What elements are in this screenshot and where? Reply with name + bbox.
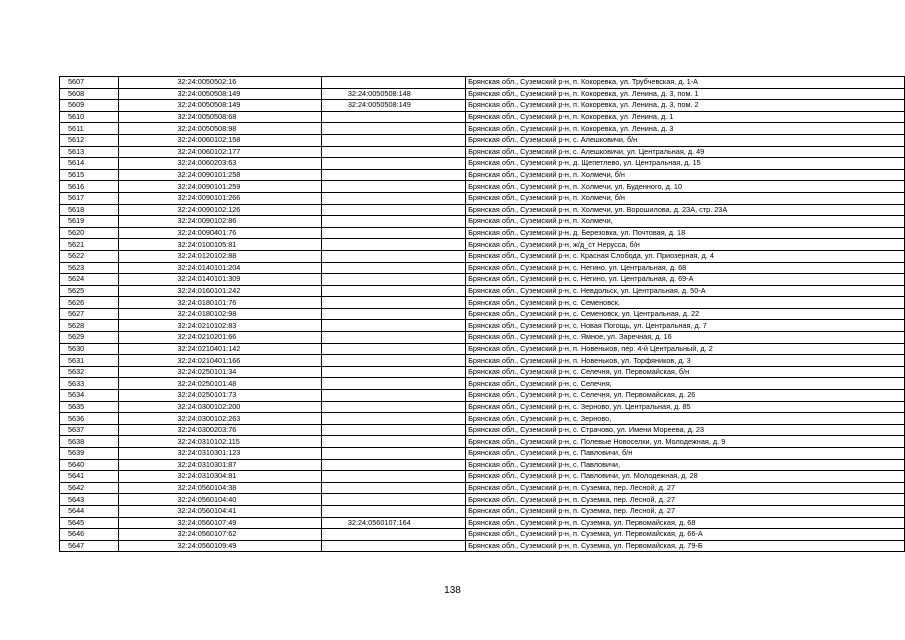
address-cell: Брянская обл., Суземский р-н, ж/д_ст Нерусса, б/н [466, 239, 905, 251]
row-number-cell: 5607 [60, 77, 119, 89]
cadastral-number-cell: 32:24:0310304:81 [119, 471, 321, 483]
address-cell: Брянская обл., Суземский р-н, п. Суземка, ул. Первомайская, д. 68 [466, 517, 905, 529]
registry-table-body [60, 77, 905, 552]
table-row [60, 77, 905, 89]
related-cadastral-number-cell [321, 529, 465, 541]
related-cadastral-number-cell [321, 158, 465, 170]
address-cell: Брянская обл., Суземский р-н, п. Суземка, ул. Первомайская, д. 66-А [466, 529, 905, 541]
row-number-cell: 5634 [60, 390, 119, 402]
related-cadastral-number-cell [321, 134, 465, 146]
related-cadastral-number-cell [321, 378, 465, 390]
table-row [60, 204, 905, 216]
related-cadastral-number-cell [321, 355, 465, 367]
address-cell: Брянская обл., Суземский р-н, п. Холмечи, б/н [466, 192, 905, 204]
address-cell: Брянская обл., Суземский р-н, с. Зерново, [466, 413, 905, 425]
cadastral-number-cell: 32:24:0060102:177 [119, 146, 321, 158]
table-row [60, 471, 905, 483]
cadastral-number-cell: 32:24:0060102:158 [119, 134, 321, 146]
related-cadastral-number-cell [321, 262, 465, 274]
cadastral-number-cell: 32:24:0140101:309 [119, 274, 321, 286]
related-cadastral-number-cell [321, 505, 465, 517]
address-cell: Брянская обл., Суземский р-н, п. Новеньков, ул. Торфяников, д. 3 [466, 355, 905, 367]
row-number-cell: 5637 [60, 424, 119, 436]
row-number-cell: 5612 [60, 134, 119, 146]
cadastral-number-cell: 32:24:0050502:16 [119, 77, 321, 89]
address-cell: Брянская обл., Суземский р-н, п. Кокоревка, ул. Ленина, д. 3, пом. 2 [466, 100, 905, 112]
table-row [60, 459, 905, 471]
related-cadastral-number-cell: 32:24:0050508:148 [321, 88, 465, 100]
table-row [60, 540, 905, 552]
related-cadastral-number-cell: 32:24:0050508:149 [321, 100, 465, 112]
table-row [60, 494, 905, 506]
table-row [60, 529, 905, 541]
cadastral-number-cell: 32:24:0120102:88 [119, 250, 321, 262]
cadastral-number-cell: 32:24:0300102:200 [119, 401, 321, 413]
address-cell: Брянская обл., Суземский р-н, п. Суземка, пер. Лесной, д. 27 [466, 494, 905, 506]
cadastral-number-cell: 32:24:0090102:126 [119, 204, 321, 216]
cadastral-number-cell: 32:24:0210401:142 [119, 343, 321, 355]
related-cadastral-number-cell [321, 482, 465, 494]
related-cadastral-number-cell [321, 332, 465, 344]
cadastral-number-cell: 32:24:0560107:49 [119, 517, 321, 529]
row-number-cell: 5615 [60, 169, 119, 181]
table-row [60, 482, 905, 494]
row-number-cell: 5628 [60, 320, 119, 332]
row-number-cell: 5616 [60, 181, 119, 193]
address-cell: Брянская обл., Суземский р-н, с. Полевые Новоселки, ул. Молодежная, д. 9 [466, 436, 905, 448]
row-number-cell: 5638 [60, 436, 119, 448]
related-cadastral-number-cell [321, 274, 465, 286]
address-cell: Брянская обл., Суземский р-н, с. Негино, ул. Центральная, д. 68 [466, 262, 905, 274]
row-number-cell: 5611 [60, 123, 119, 135]
table-row [60, 424, 905, 436]
table-row [60, 366, 905, 378]
related-cadastral-number-cell [321, 169, 465, 181]
cadastral-number-cell: 32:24:0050508:98 [119, 123, 321, 135]
table-row [60, 343, 905, 355]
address-cell: Брянская обл., Суземский р-н, с. Красная Слобода, ул. Приозерная, д. 4 [466, 250, 905, 262]
row-number-cell: 5624 [60, 274, 119, 286]
table-row [60, 239, 905, 251]
address-cell: Брянская обл., Суземский р-н, п. Кокоревка, ул. Трубчевская, д. 1-А [466, 77, 905, 89]
row-number-cell: 5640 [60, 459, 119, 471]
address-cell: Брянская обл., Суземский р-н, с. Новая Погощь, ул. Центральная, д. 7 [466, 320, 905, 332]
row-number-cell: 5641 [60, 471, 119, 483]
related-cadastral-number-cell [321, 413, 465, 425]
row-number-cell: 5630 [60, 343, 119, 355]
related-cadastral-number-cell [321, 471, 465, 483]
row-number-cell: 5626 [60, 297, 119, 309]
cadastral-number-cell: 32:24:0560109:49 [119, 540, 321, 552]
table-row [60, 134, 905, 146]
related-cadastral-number-cell [321, 111, 465, 123]
address-cell: Брянская обл., Суземский р-н, с. Страчово, ул. Имени Мореева, д. 23 [466, 424, 905, 436]
address-cell: Брянская обл., Суземский р-н, с. Зерново, ул. Центральная, д. 85 [466, 401, 905, 413]
cadastral-number-cell: 32:24:0050508:68 [119, 111, 321, 123]
table-row [60, 320, 905, 332]
table-row [60, 413, 905, 425]
table-row [60, 250, 905, 262]
address-cell: Брянская обл., Суземский р-н, п. Кокоревка, ул. Ленина, д. 3, пом. 1 [466, 88, 905, 100]
cadastral-number-cell: 32:24:0060203:63 [119, 158, 321, 170]
address-cell: Брянская обл., Суземский р-н, п. Холмечи, ул. Буденного, д. 10 [466, 181, 905, 193]
cadastral-number-cell: 32:24:0100105:81 [119, 239, 321, 251]
row-number-cell: 5622 [60, 250, 119, 262]
row-number-cell: 5631 [60, 355, 119, 367]
address-cell: Брянская обл., Суземский р-н, с. Селечня, [466, 378, 905, 390]
address-cell: Брянская обл., Суземский р-н, п. Суземка, ул. Первомайская, д. 79-Б [466, 540, 905, 552]
row-number-cell: 5609 [60, 100, 119, 112]
cadastral-number-cell: 32:24:0560104:41 [119, 505, 321, 517]
related-cadastral-number-cell [321, 424, 465, 436]
cadastral-number-cell: 32:24:0310301:123 [119, 448, 321, 460]
related-cadastral-number-cell [321, 540, 465, 552]
cadastral-number-cell: 32:24:0210102:83 [119, 320, 321, 332]
row-number-cell: 5620 [60, 227, 119, 239]
related-cadastral-number-cell [321, 146, 465, 158]
table-row [60, 158, 905, 170]
row-number-cell: 5632 [60, 366, 119, 378]
related-cadastral-number-cell [321, 459, 465, 471]
cadastral-number-cell: 32:24:0160101:242 [119, 285, 321, 297]
address-cell: Брянская обл., Суземский р-н, п. Холмечи, [466, 216, 905, 228]
cadastral-number-cell: 32:24:0180101:76 [119, 297, 321, 309]
row-number-cell: 5625 [60, 285, 119, 297]
cadastral-number-cell: 32:24:0090401:76 [119, 227, 321, 239]
related-cadastral-number-cell [321, 436, 465, 448]
address-cell: Брянская обл., Суземский р-н, п. Кокоревка, ул. Ленина, д. 1 [466, 111, 905, 123]
table-row [60, 100, 905, 112]
row-number-cell: 5627 [60, 308, 119, 320]
related-cadastral-number-cell [321, 204, 465, 216]
row-number-cell: 5623 [60, 262, 119, 274]
related-cadastral-number-cell [321, 192, 465, 204]
cadastral-number-cell: 32:24:0560107:62 [119, 529, 321, 541]
table-row [60, 123, 905, 135]
related-cadastral-number-cell [321, 77, 465, 89]
cadastral-number-cell: 32:24:0050508:149 [119, 100, 321, 112]
cadastral-number-cell: 32:24:0090101:258 [119, 169, 321, 181]
table-row [60, 448, 905, 460]
row-number-cell: 5618 [60, 204, 119, 216]
address-cell: Брянская обл., Суземский р-н, с. Ямное, ул. Заречная, д. 16 [466, 332, 905, 344]
related-cadastral-number-cell [321, 390, 465, 402]
address-cell: Брянская обл., Суземский р-н, с. Невдольск, ул. Центральная, д. 50-А [466, 285, 905, 297]
table-row [60, 297, 905, 309]
address-cell: Брянская обл., Суземский р-н, с. Павловичи, ул. Молодежная, д. 28 [466, 471, 905, 483]
address-cell: Брянская обл., Суземский р-н, с. Семеновск, [466, 297, 905, 309]
row-number-cell: 5614 [60, 158, 119, 170]
related-cadastral-number-cell [321, 494, 465, 506]
row-number-cell: 5633 [60, 378, 119, 390]
cadastral-number-cell: 32:24:0090101:266 [119, 192, 321, 204]
related-cadastral-number-cell [321, 366, 465, 378]
row-number-cell: 5636 [60, 413, 119, 425]
related-cadastral-number-cell [321, 239, 465, 251]
registry-table [59, 76, 905, 552]
row-number-cell: 5635 [60, 401, 119, 413]
cadastral-number-cell: 32:24:0560104:40 [119, 494, 321, 506]
table-row [60, 308, 905, 320]
cadastral-number-cell: 32:24:0250101:34 [119, 366, 321, 378]
row-number-cell: 5639 [60, 448, 119, 460]
related-cadastral-number-cell [321, 308, 465, 320]
row-number-cell: 5617 [60, 192, 119, 204]
address-cell: Брянская обл., Суземский р-н, с. Павловичи, б/н [466, 448, 905, 460]
cadastral-number-cell: 32:24:0050508:149 [119, 88, 321, 100]
related-cadastral-number-cell [321, 297, 465, 309]
table-row [60, 401, 905, 413]
address-cell: Брянская обл., Суземский р-н, п. Холмечи, б/н [466, 169, 905, 181]
row-number-cell: 5646 [60, 529, 119, 541]
cadastral-number-cell: 32:24:0090101:259 [119, 181, 321, 193]
cadastral-number-cell: 32:24:0310301:87 [119, 459, 321, 471]
table-row [60, 111, 905, 123]
row-number-cell: 5629 [60, 332, 119, 344]
address-cell: Брянская обл., Суземский р-н, с. Селечня, ул. Первомайская, б/н [466, 366, 905, 378]
row-number-cell: 5647 [60, 540, 119, 552]
related-cadastral-number-cell [321, 216, 465, 228]
table-row [60, 262, 905, 274]
related-cadastral-number-cell [321, 343, 465, 355]
address-cell: Брянская обл., Суземский р-н, с. Алешковичи, б/н [466, 134, 905, 146]
cadastral-number-cell: 32:24:0140101:204 [119, 262, 321, 274]
table-row [60, 355, 905, 367]
address-cell: Брянская обл., Суземский р-н, с. Негино, ул. Центральная, д. 69-А [466, 274, 905, 286]
cadastral-number-cell: 32:24:0250101:73 [119, 390, 321, 402]
address-cell: Брянская обл., Суземский р-н, с. Павловичи, [466, 459, 905, 471]
address-cell: Брянская обл., Суземский р-н, п. Кокоревка, ул. Ленина, д. 3 [466, 123, 905, 135]
row-number-cell: 5643 [60, 494, 119, 506]
table-row [60, 192, 905, 204]
table-row [60, 285, 905, 297]
related-cadastral-number-cell [321, 250, 465, 262]
address-cell: Брянская обл., Суземский р-н, д. Щепетлево, ул. Центральная, д. 15 [466, 158, 905, 170]
cadastral-number-cell: 32:24:0180102:98 [119, 308, 321, 320]
cadastral-number-cell: 32:24:0090102:86 [119, 216, 321, 228]
table-row [60, 181, 905, 193]
related-cadastral-number-cell [321, 320, 465, 332]
row-number-cell: 5613 [60, 146, 119, 158]
table-row [60, 436, 905, 448]
related-cadastral-number-cell [321, 227, 465, 239]
row-number-cell: 5608 [60, 88, 119, 100]
address-cell: Брянская обл., Суземский р-н, д. Березовка, ул. Почтовая, д. 18 [466, 227, 905, 239]
table-row [60, 227, 905, 239]
table-row [60, 517, 905, 529]
cadastral-number-cell: 32:24:0210401:166 [119, 355, 321, 367]
table-row [60, 505, 905, 517]
table-row [60, 390, 905, 402]
table-row [60, 274, 905, 286]
address-cell: Брянская обл., Суземский р-н, п. Суземка, пер. Лесной, д. 27 [466, 505, 905, 517]
page-number: 138 [444, 585, 461, 596]
cadastral-number-cell: 32:24:0300102:263 [119, 413, 321, 425]
address-cell: Брянская обл., Суземский р-н, п. Холмечи, ул. Ворошилова, д. 23А, стр. 23А [466, 204, 905, 216]
address-cell: Брянская обл., Суземский р-н, п. Новеньков, пер. 4-й Центральный, д. 2 [466, 343, 905, 355]
row-number-cell: 5644 [60, 505, 119, 517]
table-row [60, 332, 905, 344]
address-cell: Брянская обл., Суземский р-н, с. Селечня, ул. Первомайская, д. 26 [466, 390, 905, 402]
row-number-cell: 5621 [60, 239, 119, 251]
row-number-cell: 5610 [60, 111, 119, 123]
related-cadastral-number-cell [321, 401, 465, 413]
row-number-cell: 5619 [60, 216, 119, 228]
table-row [60, 169, 905, 181]
address-cell: Брянская обл., Суземский р-н, п. Суземка, пер. Лесной, д. 27 [466, 482, 905, 494]
related-cadastral-number-cell [321, 448, 465, 460]
cadastral-number-cell: 32:24:0210201:66 [119, 332, 321, 344]
table-row [60, 88, 905, 100]
cadastral-number-cell: 32:24:0300203:76 [119, 424, 321, 436]
cadastral-number-cell: 32:24:0310102:115 [119, 436, 321, 448]
row-number-cell: 5642 [60, 482, 119, 494]
related-cadastral-number-cell [321, 285, 465, 297]
related-cadastral-number-cell [321, 123, 465, 135]
cadastral-number-cell: 32:24:0560104:38 [119, 482, 321, 494]
table-row [60, 146, 905, 158]
related-cadastral-number-cell: 32:24:0560107:164 [321, 517, 465, 529]
row-number-cell: 5645 [60, 517, 119, 529]
cadastral-number-cell: 32:24:0250101:48 [119, 378, 321, 390]
related-cadastral-number-cell [321, 181, 465, 193]
table-row [60, 216, 905, 228]
table-row [60, 378, 905, 390]
address-cell: Брянская обл., Суземский р-н, с. Алешковичи, ул. Центральная, д. 49 [466, 146, 905, 158]
address-cell: Брянская обл., Суземский р-н, с. Семеновск, ул. Центральная, д. 22 [466, 308, 905, 320]
